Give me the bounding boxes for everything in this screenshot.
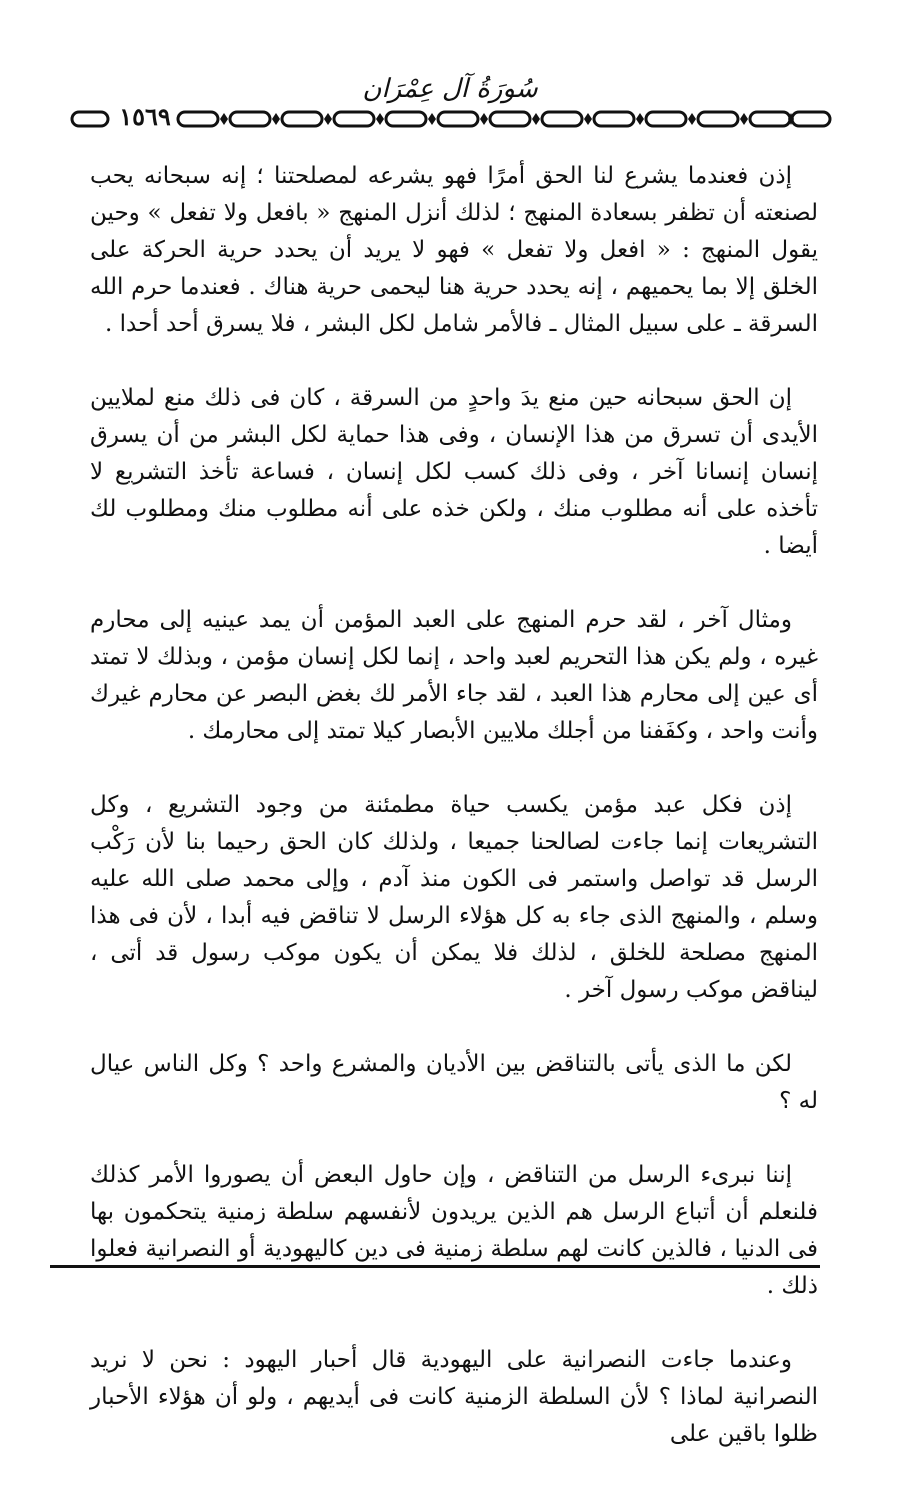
surah-title: سُورَةُ آل عِمْرَان	[362, 74, 538, 104]
paragraph-7: وعندما جاءت النصرانية على اليهودية قال أحبار اليهود : نحن لا نريد النصرانية لماذا ؟ لأن السلطة الزمنية كانت فى أيديهم ، ولو أن هؤلاء الأحبار ظلوا باقين على	[90, 1347, 818, 1447]
body-text	[90, 158, 818, 1490]
paragraph-4: إذن فكل عبد مؤمن يكسب حياة مطمئنة من وجود التشريع ، وكل التشريعات إنما جاءت لصالحنا جميعا ، ولذلك كان الحق رحيما بنا لأن رَكْب الرسل قد تواصل واستمر فى الكون منذ آدم ، وإلى محمد صلى الله عليه وسلم ، والمنهج الذى جاء به كل هؤلاء الرسل لا تناقض فيه أبدا ، لأن فى هذا المنهج مصلحة للخلق ، لذلك فلا يمكن أن يكون موكب رسول قد أتى ، ليناقض موكب رسول آخر .	[90, 792, 818, 1003]
paragraph-2: إن الحق سبحانه حين منع يدَ واحدٍ من السرقة ، كان فى ذلك منع لملايين الأيدى أن تسرق من هذا الإنسان ، وفى هذا حماية لكل البشر من أن يسرق إنسان إنسانا آخر ، وفى ذلك كسب لكل إنسان ، فساعة تأخذ التشريع لا تأخذه على أنه مطلوب منك ، ولكن خذه على أنه مطلوب منك ومطلوب لك أيضا .	[90, 385, 818, 559]
page-number: ١٥٦٩	[119, 102, 171, 131]
ornamental-border	[70, 104, 835, 134]
footer-rule	[50, 1265, 820, 1268]
paragraph-1: إذن فعندما يشرع لنا الحق أمرًا فهو يشرعه لمصلحتنا ؛ إنه سبحانه يحب لصنعته أن تظفر بسعادة المنهج ؛ لذلك أنزل المنهج « بافعل ولا تفعل » وحين يقول المنهج : « افعل ولا تفعل » فهو لا يريد أن يحدد حرية الحركة على الخلق إلا بما يحميهم ، إنه يحدد حرية هنا ليحمى حرية هناك . فعندما حرم الله السرقة ـ على سبيل المثال ـ فالأمر شامل لكل البشر ، فلا يسرق أحد أحدا .	[90, 163, 818, 337]
paragraph-6: إننا نبرىء الرسل من التناقض ، وإن حاول البعض أن يصوروا الأمر كذلك فلنعلم أن أتباع الرسل هم الذين يريدون لأنفسهم سلطة زمنية يتحكمون بها فى الدنيا ، فالذين كانت لهم سلطة زمنية فى دين كاليهودية أو النصرانية فعلوا ذلك .	[90, 1162, 818, 1299]
paragraph-3: ومثال آخر ، لقد حرم المنهج على العبد المؤمن أن يمد عينيه إلى محارم غيره ، ولم يكن هذا التحريم لعبد واحد ، إنما لكل إنسان مؤمن ، وبذلك لا تمتد أى عين إلى محارم هذا العبد ، لقد جاء الأمر لك بغض البصر عن محارم غيرك وأنت واحد ، وكفَفنا من أجلك ملايين الأبصار كيلا تمتد إلى محارمك .	[90, 607, 818, 744]
paragraph-5: لكن ما الذى يأتى بالتناقض بين الأديان والمشرع واحد ؟ وكل الناس عيال له ؟	[90, 1051, 818, 1114]
